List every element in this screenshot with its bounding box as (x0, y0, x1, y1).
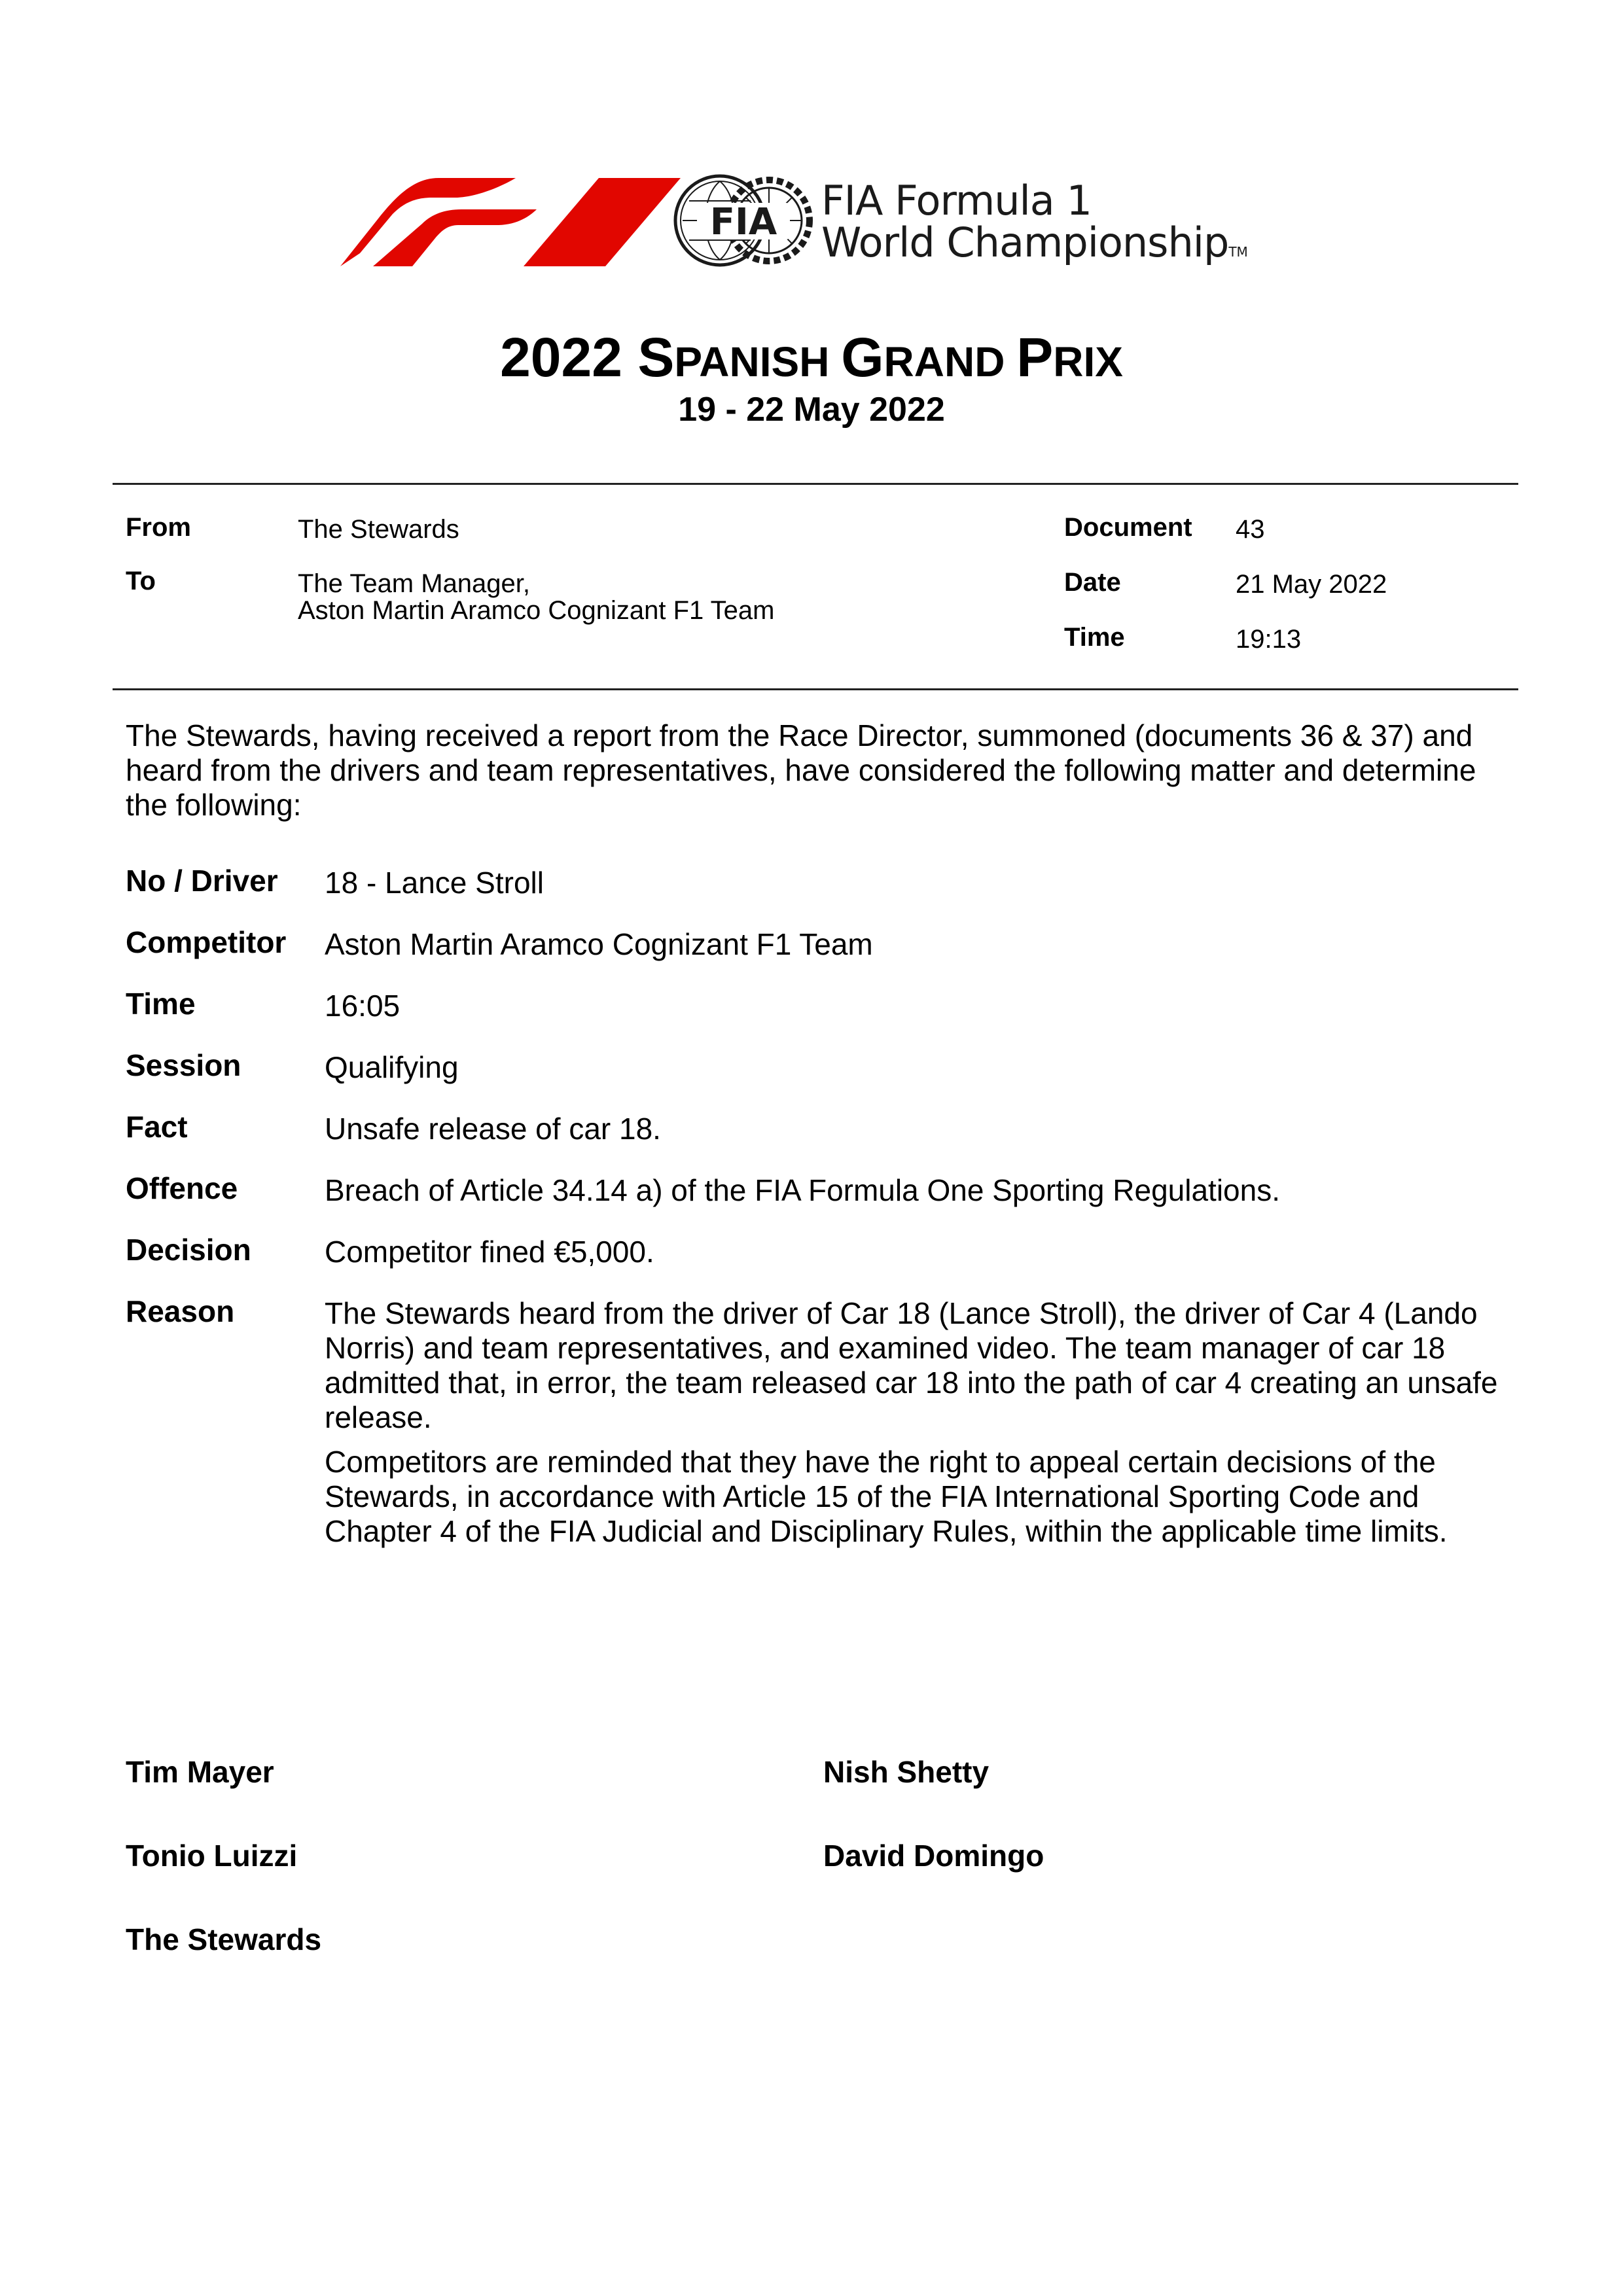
header-top-rule (113, 483, 1518, 485)
time-label: Time (1064, 623, 1125, 652)
date-label: Date (1064, 568, 1121, 597)
steward-signature-3: Tonio Luizzi (126, 1839, 298, 1873)
fia-seal-text: FIA (709, 201, 777, 243)
fact-label: Fact (126, 1110, 188, 1144)
session-time-label: Time (126, 987, 196, 1021)
competitor-value: Aston Martin Aramco Cognizant F1 Team (325, 927, 873, 961)
to-value-line2: Aston Martin Aramco Cognizant F1 Team (298, 596, 775, 625)
document-label: Document (1064, 513, 1192, 542)
header-bottom-rule (113, 688, 1518, 690)
trademark-mark: TM (1228, 244, 1248, 260)
header-logos (340, 171, 1322, 276)
decision-value: Competitor fined €5,000. (325, 1235, 654, 1269)
document-value: 43 (1236, 515, 1265, 544)
steward-signature-2: Nish Shetty (823, 1755, 990, 1789)
reason-paragraph-1: The Stewards heard from the driver of Car 18 (Lance Stroll), the driver of Car 4 (Lando Norris) and team representatives, and examined video. The team manager of car 18 admitted that, in error, the team released car 18 into the path of car 4 creating an unsafe release. (325, 1296, 1498, 1434)
to-value-line1: The Team Manager, (298, 569, 531, 598)
steward-signature-4: David Domingo (823, 1839, 1044, 1873)
reason-paragraph-2: Competitors are reminded that they have the right to appeal certain decisions of the Stewards, in accordance with Article 15 of the FIA International Sporting Code and Chapter 4 of the FIA Judicial and Disciplinary Rules, within the applicable time limits. (325, 1445, 1448, 1548)
to-label: To (126, 567, 156, 595)
stewards-footer: The Stewards (126, 1922, 322, 1956)
brand-line2 (821, 219, 1248, 266)
date-value: 21 May 2022 (1236, 570, 1387, 599)
fact-value: Unsafe release of car 18. (325, 1112, 661, 1146)
session-value: Qualifying (325, 1050, 459, 1084)
offence-value: Breach of Article 34.14 a) of the FIA Formula One Sporting Regulations. (325, 1173, 1281, 1207)
brand-line2-text: World Championship (821, 219, 1229, 266)
from-label: From (126, 513, 191, 542)
reason-label: Reason (126, 1294, 235, 1328)
driver-value: 18 - Lance Stroll (325, 866, 544, 900)
event-dates: 19 - 22 May 2022 (678, 391, 945, 429)
fia-seal-icon (671, 171, 816, 270)
from-value: The Stewards (298, 515, 459, 544)
offence-label: Offence (126, 1171, 238, 1205)
driver-label: No / Driver (126, 864, 278, 898)
session-time-value: 16:05 (325, 989, 401, 1023)
intro-paragraph: The Stewards, having received a report from the Race Director, summoned (documents 36 & 37) and heard from the drivers and team representatives, have considered the following matter and determine the following: (126, 718, 1476, 822)
time-value: 19:13 (1236, 625, 1302, 654)
title-block (0, 327, 1623, 429)
steward-signature-1: Tim Mayer (126, 1755, 274, 1789)
brand-line1: FIA Formula 1 (821, 177, 1092, 224)
page-title: 2022 SPANISH GRAND PRIX (500, 327, 1123, 388)
session-label: Session (126, 1048, 241, 1082)
competitor-label: Competitor (126, 925, 287, 959)
f1-logo-icon (340, 178, 681, 266)
championship-wordmark (821, 177, 1248, 266)
decision-label: Decision (126, 1233, 251, 1267)
